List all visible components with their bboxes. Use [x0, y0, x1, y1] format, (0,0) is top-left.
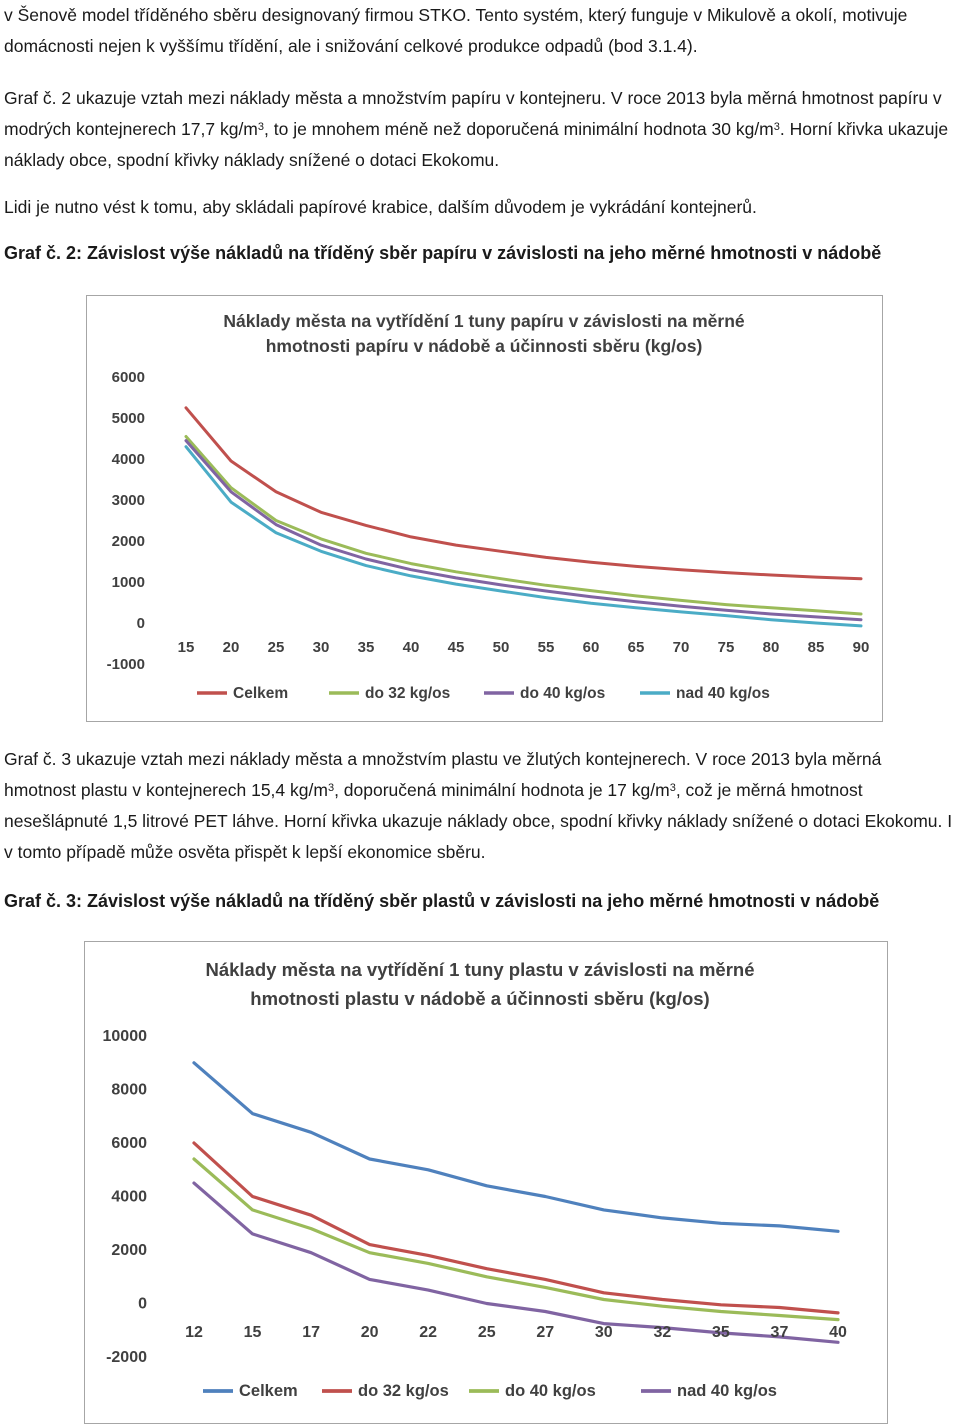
series-line	[194, 1063, 838, 1232]
chart-3-caption: Graf č. 3: Závislost výše nákladů na tříděný sběr plastů v závislosti na jeho měrné hmotnosti v nádobě	[4, 891, 880, 911]
x-tick-label: 35	[357, 639, 375, 656]
y-tick-label: 2000	[111, 533, 145, 550]
y-tick-label: 4000	[111, 451, 145, 468]
legend-label: nad 40 kg/os	[676, 685, 770, 702]
advice-text: Lidi je nutno vést k tomu, aby skládali papírové krabice, dalším důvodem je vykrádání kontejnerů.	[4, 197, 757, 217]
x-tick-label: 15	[177, 639, 195, 656]
y-tick-label: 6000	[111, 369, 145, 386]
plastic-paragraph	[4, 744, 954, 868]
series-line	[194, 1159, 838, 1320]
chart-3-frame	[84, 941, 888, 1424]
intro-text: v Šenově model tříděného sběru designovaný firmou STKO. Tento systém, který funguje v Mikulově a okolí, motivuje domácnosti nejen k vyššímu třídění, ale i snižování celkové produkce odpadů (bod 3.1.4).	[4, 5, 908, 56]
y-tick-label: -1000	[106, 656, 145, 673]
x-tick-label: 15	[243, 1324, 262, 1341]
x-tick-label: 30	[312, 639, 330, 656]
y-tick-label: 10000	[102, 1028, 147, 1045]
x-tick-label: 37	[770, 1324, 789, 1341]
legend-label: do 40 kg/os	[520, 685, 606, 702]
x-tick-label: 70	[672, 639, 690, 656]
y-tick-label: 0	[136, 615, 145, 632]
y-tick-label: -2000	[106, 1349, 147, 1366]
x-tick-label: 65	[627, 639, 645, 656]
x-tick-label: 27	[536, 1324, 555, 1341]
x-tick-label: 25	[477, 1324, 496, 1341]
chart-title: Náklady města na vytřídění 1 tuny plastu v závislosti na měrné	[205, 959, 755, 980]
paper-text-2: , to je mnohem méně než doporučená minimální hodnota 30 kg/m	[264, 119, 774, 139]
legend-label: nad 40 kg/os	[677, 1382, 777, 1400]
x-tick-label: 40	[402, 639, 420, 656]
x-tick-label: 17	[302, 1324, 320, 1341]
plastic-text-2: , doporučená minimální hodnota je 17 kg/m	[334, 780, 670, 800]
plastic-text-3: , což je měrná hmotnost nesešlápnuté 1,5 litrové PET láhve. Horní křivka ukazuje náklady obce, spodní křivky náklady snížené o dotaci Ekokomu. I v tomto případě může osvěta přispět k lepší ekonomice sběru.	[4, 780, 953, 862]
unit-superscript: 3	[327, 782, 335, 794]
chart-2-frame	[86, 295, 883, 722]
y-tick-label: 2000	[111, 1242, 147, 1259]
unit-superscript: 3	[669, 782, 676, 794]
y-tick-label: 6000	[111, 1135, 147, 1152]
x-tick-label: 25	[267, 639, 285, 656]
x-tick-label: 20	[222, 639, 240, 656]
y-tick-label: 8000	[111, 1081, 147, 1099]
x-tick-label: 50	[492, 639, 510, 656]
paper-text-3: . Horní křivka ukazuje náklady obce, spodní křivky náklady snížené o dotaci Ekokomu.	[4, 119, 949, 170]
legend-label: do 32 kg/os	[365, 685, 451, 702]
intro-paragraph	[4, 0, 954, 62]
y-tick-label: 4000	[111, 1188, 147, 1206]
series-line	[194, 1143, 838, 1313]
chart-title: hmotnosti papíru v nádobě a účinnosti sběru (kg/os)	[265, 336, 703, 356]
x-tick-label: 20	[360, 1324, 379, 1341]
paper-paragraph	[4, 83, 954, 176]
legend-label: do 40 kg/os	[505, 1382, 596, 1400]
legend-label: Celkem	[239, 1382, 298, 1400]
chart-title: hmotnosti plastu v nádobě a účinnosti sběru (kg/os)	[250, 988, 710, 1009]
series-line	[186, 408, 861, 579]
chart-title: Náklady města na vytřídění 1 tuny papíru v závislosti na měrné	[223, 311, 745, 331]
x-tick-label: 22	[419, 1324, 438, 1341]
x-tick-label: 85	[807, 639, 825, 656]
x-tick-label: 12	[185, 1324, 203, 1341]
x-tick-label: 75	[717, 639, 735, 656]
legend-label: do 32 kg/os	[358, 1382, 449, 1400]
x-tick-label: 55	[537, 639, 555, 656]
y-tick-label: 3000	[111, 492, 145, 509]
unit-superscript: 3	[773, 121, 780, 133]
chart-3	[85, 942, 887, 1423]
x-tick-label: 90	[852, 639, 870, 656]
x-tick-label: 35	[712, 1324, 730, 1341]
legend-label: Celkem	[233, 685, 289, 702]
x-tick-label: 32	[653, 1324, 672, 1341]
chart-2	[87, 296, 882, 721]
x-tick-label: 45	[447, 639, 465, 656]
y-tick-label: 1000	[111, 574, 145, 591]
paper-text-1: Graf č. 2 ukazuje vztah mezi náklady města a množstvím papíru v kontejneru. V roce 2013 byla měrná hmotnost papíru v modrých kontejnerech 17,7 kg/m	[4, 88, 942, 139]
x-tick-label: 30	[594, 1324, 613, 1341]
chart-2-caption: Graf č. 2: Závislost výše nákladů na tříděný sběr papíru v závislosti na jeho měrné hmotnosti v nádobě	[4, 243, 882, 263]
x-tick-label: 60	[582, 639, 600, 656]
y-tick-label: 0	[138, 1295, 147, 1313]
x-tick-label: 80	[762, 639, 780, 656]
plastic-text-1: Graf č. 3 ukazuje vztah mezi náklady města a množstvím plastu ve žlutých kontejnerech. V roce 2013 byla měrná hmotnost plastu v kontejnerech 15,4 kg/m	[4, 749, 882, 800]
advice-paragraph	[4, 192, 954, 223]
y-tick-label: 5000	[111, 410, 145, 427]
x-tick-label: 40	[829, 1324, 847, 1341]
series-line	[186, 447, 861, 626]
unit-superscript: 3	[257, 121, 265, 133]
